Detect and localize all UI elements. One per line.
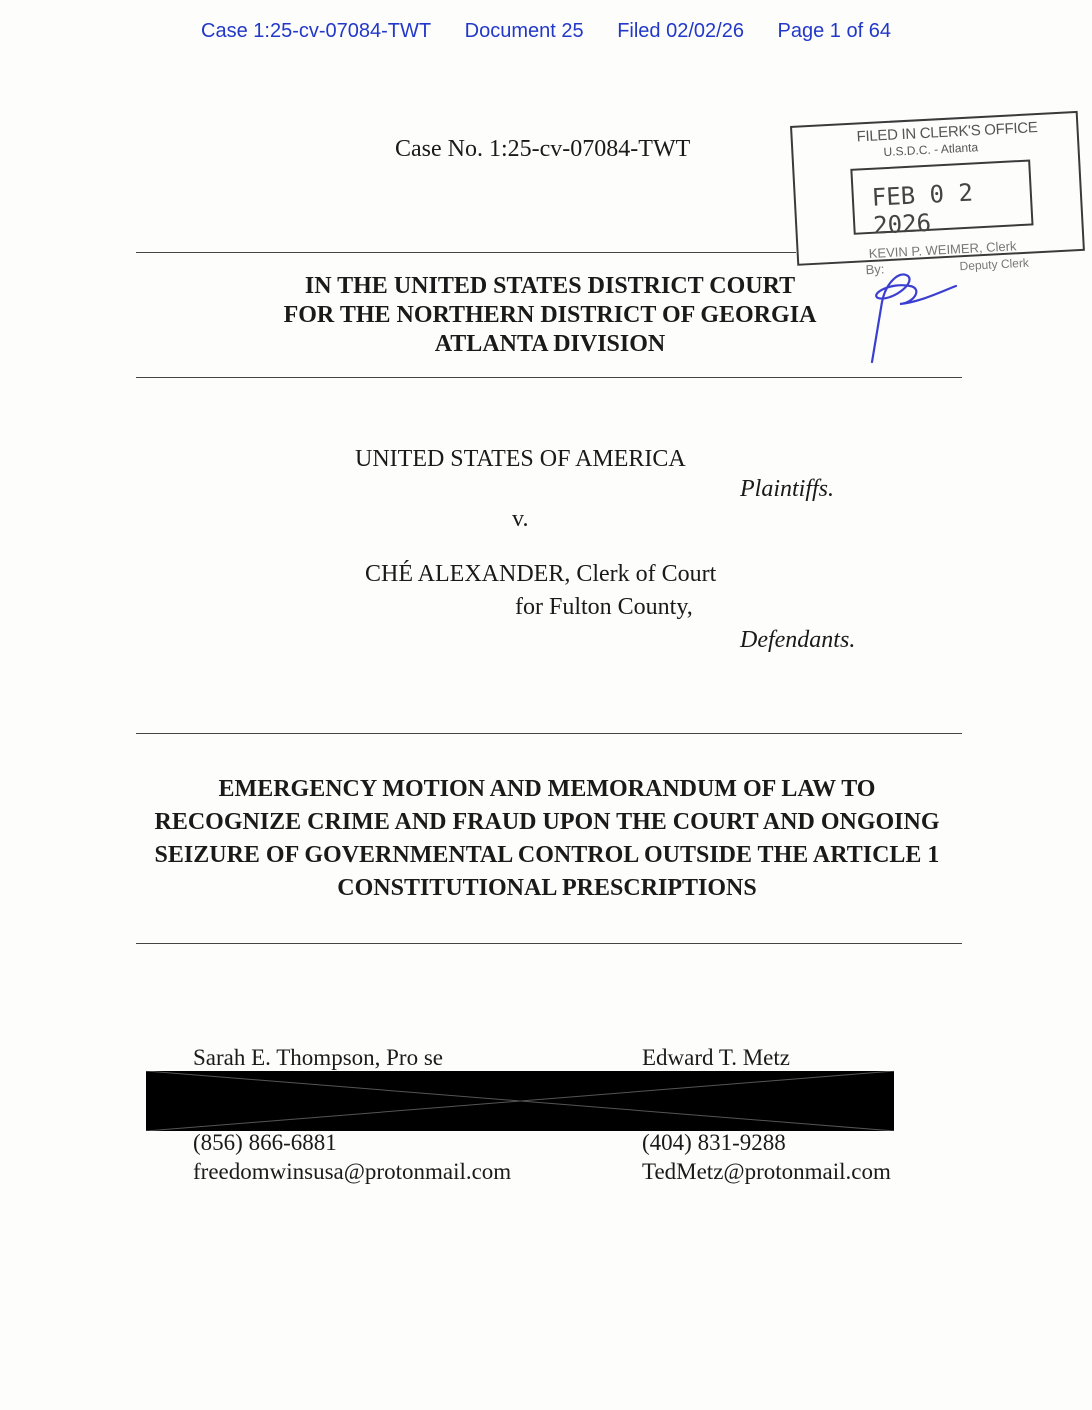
contact-1-email: freedomwinsusa@protonmail.com [193,1159,512,1184]
ecf-header [0,20,1092,43]
case-number: Case No. 1:25-cv-07084-TWT [395,136,691,162]
divider-title-bottom [136,943,962,944]
stamp-filed-text: FILED IN CLERK'S OFFICE [856,119,1038,146]
defendant-role: Defendants. [740,627,856,653]
deputy-signature [860,262,960,372]
title-line-4: CONSTITUTIONAL PRESCRIPTIONS [337,875,757,901]
divider-title-top [136,733,962,734]
court-line-3: ATLANTA DIVISION [434,331,666,357]
header-case: Case 1:25-cv-07084-TWT [201,20,432,42]
contact-2-email: TedMetz@protonmail.com [642,1159,891,1184]
divider-top [136,252,796,253]
stamp-date: FEB 0 2 2026 [871,178,974,240]
stamp-deputy-clerk: Deputy Clerk [959,255,1030,274]
defendant-county: for Fulton County, [515,594,693,620]
header-document: Document 25 [464,20,584,42]
contact-2-phone: (404) 831-9288 [642,1130,786,1155]
court-line-1: IN THE UNITED STATES DISTRICT COURT [304,273,796,299]
motion-title [130,773,964,905]
title-line-2: RECOGNIZE CRIME AND FRAUD UPON THE COURT AND ONGOING [154,809,940,835]
stamp-date-box [850,159,1033,240]
redaction-cross [146,1071,894,1131]
clerk-filing-stamp [790,111,1088,286]
defendant-name: CHÉ ALEXANDER, Clerk of Court [365,561,717,587]
title-line-3: SEIZURE OF GOVERNMENTAL CONTROL OUTSIDE THE ARTICLE 1 [154,842,940,868]
court-line-2: FOR THE NORTHERN DISTRICT OF GEORGIA [283,302,817,328]
redaction-box [146,1071,894,1131]
stamp-court-text: U.S.D.C. - Atlanta [883,140,979,160]
court-heading [180,272,920,359]
contact-2-name: Edward T. Metz [642,1045,790,1070]
plaintiff-name: UNITED STATES OF AMERICA [355,446,686,472]
stamp-clerk-name: KEVIN P. WEIMER, Clerk [868,238,1017,262]
contact-1-name: Sarah E. Thompson, Pro se [193,1045,444,1070]
header-filed: Filed 02/02/26 [617,20,744,42]
plaintiff-role: Plaintiffs. [740,476,835,502]
divider-court [136,377,962,378]
stamp-by: By: [865,261,885,278]
header-page: Page 1 of 64 [777,20,891,42]
contact-1-phone: (856) 866-6881 [193,1130,337,1155]
title-line-1: EMERGENCY MOTION AND MEMORANDUM OF LAW TO [218,776,876,802]
versus: v. [512,506,529,532]
